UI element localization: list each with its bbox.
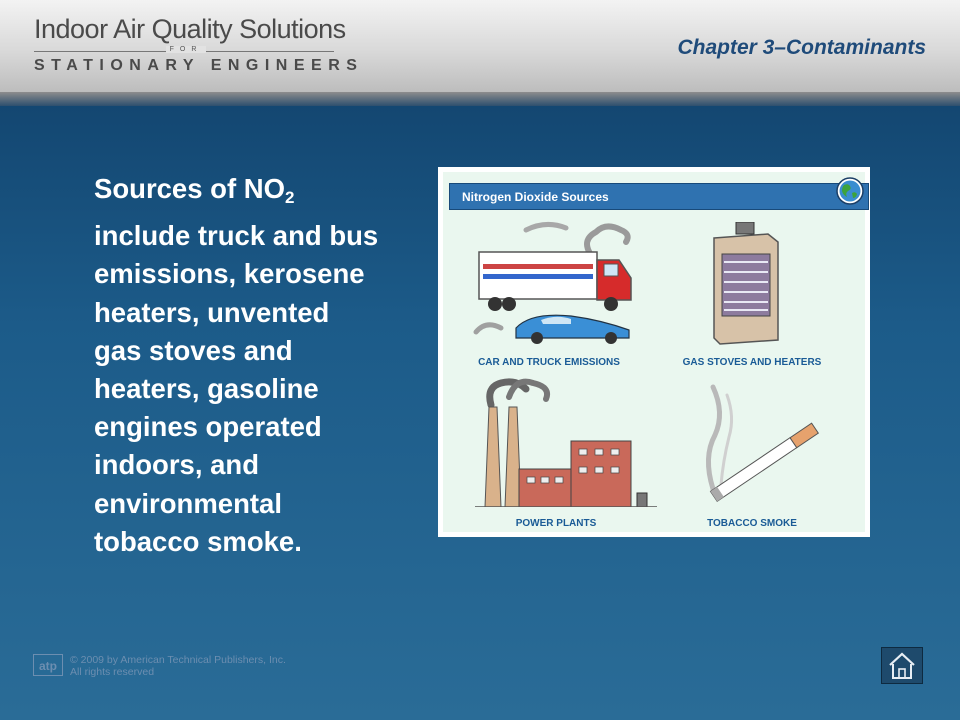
power-plant-illustration bbox=[471, 377, 661, 507]
chapter-title: Chapter 3–Contaminants bbox=[677, 36, 926, 59]
globe-icon bbox=[835, 176, 865, 206]
subscript-2: 2 bbox=[285, 188, 295, 207]
brand-subtitle: STATIONARY ENGINEERS bbox=[34, 57, 364, 74]
home-button[interactable] bbox=[881, 647, 923, 684]
body-line: heaters, unvented bbox=[94, 296, 330, 328]
body-line: engines operated bbox=[94, 411, 322, 443]
label-power-plants: POWER PLANTS bbox=[515, 518, 597, 529]
body-line: indoors, and bbox=[94, 449, 259, 481]
body-paragraph bbox=[94, 170, 414, 561]
figure-title: Nitrogen Dioxide Sources bbox=[462, 190, 609, 204]
truck-car-illustration bbox=[471, 220, 641, 345]
body-line: heaters, gasoline bbox=[94, 373, 319, 405]
body-line: include truck and bus bbox=[94, 220, 379, 252]
label-gas-stoves: GAS STOVES AND HEATERS bbox=[682, 357, 822, 368]
label-car-truck: CAR AND TRUCK EMISSIONS bbox=[478, 357, 620, 368]
brand-for: FOR bbox=[166, 46, 206, 53]
copyright-line: All rights reserved bbox=[70, 666, 155, 678]
figure-title-bar bbox=[449, 183, 869, 210]
body-line: environmental bbox=[94, 487, 282, 519]
gas-heater-illustration bbox=[706, 222, 786, 347]
figure-nitrogen-dioxide-sources bbox=[438, 167, 870, 537]
home-icon bbox=[882, 648, 922, 683]
figure-panel bbox=[443, 172, 865, 532]
body-line: emissions, kerosene bbox=[94, 258, 365, 290]
body-line: Sources of $NO_2$ bbox=[94, 173, 295, 207]
body-line: tobacco smoke. bbox=[94, 525, 302, 557]
body-line: gas stoves and bbox=[94, 334, 293, 366]
copyright-notice bbox=[70, 654, 286, 678]
publisher-logo: atp bbox=[33, 654, 63, 676]
copyright-line: © 2009 by American Technical Publishers, Inc. bbox=[70, 654, 286, 666]
header-band bbox=[0, 0, 960, 92]
brand-title: Indoor Air Quality Solutions bbox=[34, 14, 346, 44]
label-tobacco: TOBACCO SMOKE bbox=[707, 518, 797, 529]
cigarette-illustration bbox=[683, 377, 833, 507]
